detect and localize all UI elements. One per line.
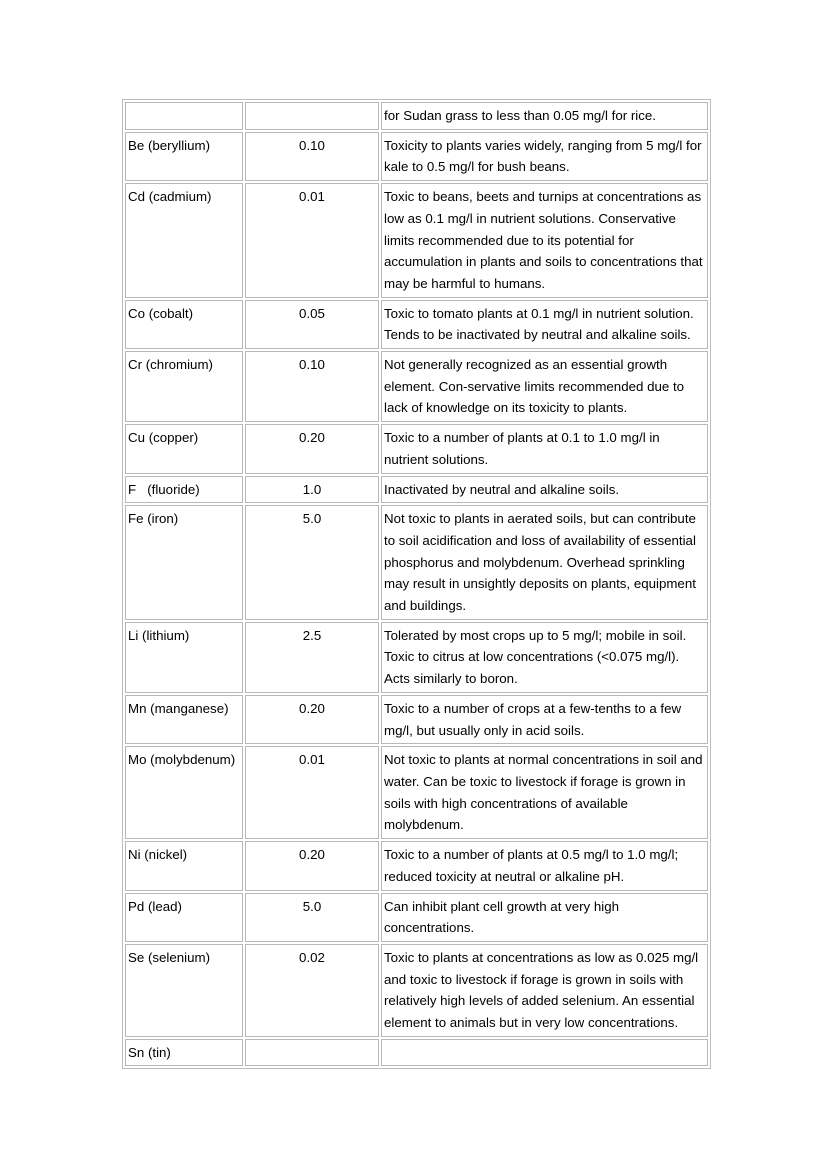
remarks-cell: [381, 505, 708, 620]
limit-value: [248, 1042, 376, 1064]
remarks-text: Toxicity to plants varies widely, ranging from 5 mg/l for kale to 0.5 mg/l for bush beans.: [384, 137, 702, 175]
table-row: [125, 476, 708, 504]
limit-value: 0.20: [299, 430, 325, 446]
table-row: [125, 622, 708, 693]
element-cell: [125, 622, 243, 693]
remarks-cell: [381, 695, 708, 744]
remarks-text: Toxic to a number of plants at 0.5 mg/l to 1.0 mg/l; reduced toxicity at neutral or alkaline pH.: [384, 847, 679, 884]
limit-value: 0.01: [299, 752, 325, 768]
remarks-text: Not generally recognized as an essential growth element. Con-servative limits recommended due to lack of knowledge on its toxicity to plants.: [384, 357, 685, 416]
element-name: Cu (copper): [128, 430, 199, 446]
remarks-text: Toxic to plants at concentrations as low as 0.025 mg/l and toxic to livestock if forage is grown in soils with relatively high levels of added selenium. An essential element to animals but in very low concentrations.: [384, 949, 699, 1031]
limit-value: [248, 105, 376, 127]
limit-cell: [245, 300, 379, 349]
limit-value: 0.10: [299, 357, 325, 373]
element-cell: [125, 505, 243, 620]
remarks-text: Not toxic to plants at normal concentrations in soil and water. Can be toxic to livestock if forage is grown in soils with high concentrations of available molybdenum.: [384, 752, 703, 833]
table-row: [125, 944, 708, 1037]
limit-cell: [245, 695, 379, 744]
limit-cell: [245, 102, 379, 130]
remarks-cell: [381, 622, 708, 693]
element-name: Cr (chromium): [128, 357, 213, 373]
remarks-text: for Sudan grass to less than 0.05 mg/l for rice.: [384, 108, 656, 123]
remarks-text: [384, 1042, 705, 1064]
element-name: F (fluoride): [128, 481, 200, 497]
table-row: [125, 102, 708, 130]
remarks-text: Tolerated by most crops up to 5 mg/l; mobile in soil. Toxic to citrus at low concentrations (<0.075 mg/l). Acts similarly to boron.: [384, 627, 687, 687]
limit-value: 0.05: [299, 305, 325, 321]
element-cell: [125, 183, 243, 298]
table-row: [125, 695, 708, 744]
table-row: [125, 746, 708, 839]
limit-cell: [245, 132, 379, 181]
table-row: [125, 351, 708, 422]
element-name: Co (cobalt): [128, 305, 194, 321]
element-name: Mn (manganese): [128, 700, 229, 716]
remarks-text: Toxic to a number of crops at a few-tenths to a few mg/l, but usually only in acid soils.: [384, 700, 682, 738]
limit-cell: [245, 893, 379, 942]
element-name: Be (beryllium): [128, 137, 211, 153]
remarks-text: Toxic to a number of plants at 0.1 to 1.0 mg/l in nutrient solutions.: [384, 430, 660, 467]
limit-value: 0.20: [299, 847, 325, 863]
remarks-cell: [381, 102, 708, 130]
element-cell: [125, 841, 243, 890]
element-cell: [125, 893, 243, 942]
limit-cell: [245, 944, 379, 1037]
limit-value: 5.0: [302, 898, 322, 914]
element-cell: [125, 424, 243, 473]
remarks-cell: [381, 944, 708, 1037]
element-name: Se (selenium): [128, 949, 211, 965]
remarks-text: Toxic to beans, beets and turnips at concentrations as low as 0.1 mg/l in nutrient solutions. Conservative limits recommended due to its potential for accumulation in plants and soils to concentrations that may be harmful to humans.: [384, 189, 703, 291]
limit-cell: [245, 351, 379, 422]
remarks-text: Not toxic to plants in aerated soils, but can contribute to soil acidification and loss of availability of essential phosphorus and molybdenum. Overhead sprinkling may result in unsightly deposits on plants, equipment and buildings.: [384, 511, 696, 614]
element-cell: [125, 132, 243, 181]
remarks-cell: [381, 893, 708, 942]
element-name: Pd (lead): [128, 898, 182, 914]
limit-value: 0.01: [299, 189, 325, 205]
table-row: [125, 505, 708, 620]
limit-cell: [245, 622, 379, 693]
remarks-cell: [381, 746, 708, 839]
limit-value: 0.10: [299, 137, 325, 153]
element-cell: [125, 746, 243, 839]
limit-cell: [245, 505, 379, 620]
table-row: [125, 424, 708, 473]
remarks-cell: [381, 841, 708, 890]
remarks-cell: [381, 424, 708, 473]
limit-cell: [245, 1039, 379, 1067]
remarks-text: Can inhibit plant cell growth at very high concentrations.: [384, 898, 620, 936]
remarks-cell: [381, 300, 708, 349]
element-name: [128, 105, 240, 127]
limit-value: 0.02: [299, 949, 325, 965]
table-row: [125, 300, 708, 349]
remarks-cell: [381, 183, 708, 298]
element-name: Fe (iron): [128, 511, 179, 527]
limit-value: 0.20: [299, 700, 325, 716]
table-row: [125, 841, 708, 890]
element-cell: [125, 944, 243, 1037]
element-cell: [125, 1039, 243, 1067]
document-page: [122, 99, 711, 1069]
trace-elements-table: [122, 99, 711, 1069]
table-body: [125, 102, 708, 1066]
remarks-cell: [381, 351, 708, 422]
element-name: Cd (cadmium): [128, 189, 212, 205]
element-name: Ni (nickel): [128, 847, 188, 863]
element-cell: [125, 351, 243, 422]
element-name: Sn (tin): [128, 1044, 171, 1060]
limit-cell: [245, 424, 379, 473]
remarks-cell: [381, 132, 708, 181]
element-cell: [125, 102, 243, 130]
element-name: Li (lithium): [128, 627, 190, 643]
table-row: [125, 1039, 708, 1067]
element-name: Mo (molybdenum): [128, 752, 236, 768]
limit-value: 5.0: [302, 511, 322, 527]
limit-cell: [245, 476, 379, 504]
limit-cell: [245, 183, 379, 298]
table-row: [125, 132, 708, 181]
limit-value: 1.0: [302, 481, 322, 497]
remarks-cell: [381, 476, 708, 504]
limit-value: 2.5: [302, 627, 322, 643]
table-row: [125, 183, 708, 298]
remarks-text: Inactivated by neutral and alkaline soils.: [384, 481, 620, 497]
element-cell: [125, 300, 243, 349]
table-row: [125, 893, 708, 942]
element-cell: [125, 476, 243, 504]
limit-cell: [245, 841, 379, 890]
limit-cell: [245, 746, 379, 839]
remarks-cell: [381, 1039, 708, 1067]
element-cell: [125, 695, 243, 744]
remarks-text: Toxic to tomato plants at 0.1 mg/l in nutrient solution. Tends to be inactivated by neutral and alkaline soils.: [384, 305, 694, 343]
